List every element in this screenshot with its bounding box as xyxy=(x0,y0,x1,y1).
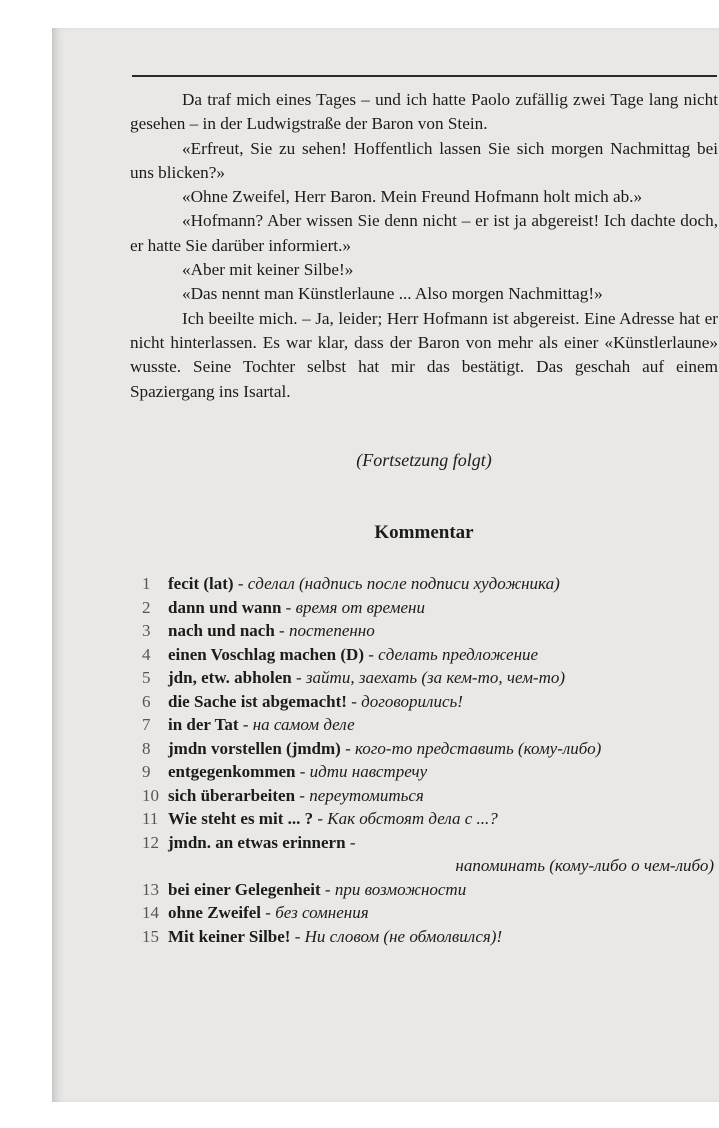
term: die Sache ist abgemacht! xyxy=(168,691,347,711)
glossary-item xyxy=(142,643,719,667)
item-number: 10 xyxy=(142,785,159,805)
item-number: 1 xyxy=(142,574,151,593)
separator: - xyxy=(340,738,355,758)
separator: - xyxy=(345,832,356,852)
translation: переутомиться xyxy=(309,785,424,805)
glossary-item xyxy=(142,901,719,925)
commentary-heading: Kommentar xyxy=(374,522,474,543)
translation: при возможности xyxy=(334,879,467,899)
paragraph: «Erfreut, Sie zu sehen! Hoffentlich lassen Sie sich morgen Nachmittag bei uns blicken?» xyxy=(130,138,718,182)
glossary-item xyxy=(142,619,719,643)
glossary-item xyxy=(142,596,719,620)
glossary-item xyxy=(142,807,719,831)
glossary-item xyxy=(142,572,719,596)
glossary-item xyxy=(142,737,719,761)
glossary-item xyxy=(142,690,719,714)
term: entgegenkommen xyxy=(168,762,296,781)
book-page xyxy=(52,28,719,1102)
separator: - xyxy=(320,879,335,899)
continued-note: (Fortsetzung folgt) xyxy=(356,450,492,470)
translation: без сомнения xyxy=(275,903,369,922)
glossary-item xyxy=(142,760,719,784)
translation: Как обстоят дела с ...? xyxy=(327,809,498,828)
translation: постепенно xyxy=(288,621,375,640)
term: bei einer Gelegenheit xyxy=(168,879,321,899)
translation: на самом деле xyxy=(252,715,355,734)
item-number: 9 xyxy=(142,762,151,781)
item-number: 14 xyxy=(142,903,159,922)
paragraph: «Hofmann? Aber wissen Sie denn nicht – er ist ja abgereist! Ich dachte doch, er hatte Sie darüber informiert.» xyxy=(130,211,718,255)
glossary-list xyxy=(142,572,719,948)
translation: кого-то представить (кому-либо) xyxy=(354,738,602,758)
term: nach und nach xyxy=(168,621,275,640)
translation: договорились! xyxy=(361,691,463,711)
term: dann und wann xyxy=(168,597,282,617)
item-number: 2 xyxy=(142,597,151,617)
term: einen Voschlag machen (D) xyxy=(168,644,364,664)
top-rule xyxy=(132,75,717,77)
glossary-item xyxy=(142,666,719,690)
separator: - xyxy=(261,903,276,922)
term: fecit (lat) xyxy=(168,574,234,593)
term: jmdn vorstellen (jmdm) xyxy=(168,738,341,758)
item-number: 12 xyxy=(142,832,159,852)
item-number: 11 xyxy=(142,809,159,828)
translation: идти навстречу xyxy=(309,762,428,781)
separator: - xyxy=(346,691,362,711)
story-text xyxy=(130,88,718,404)
translation: сделать предложение xyxy=(378,644,539,664)
separator: - xyxy=(274,621,289,640)
separator: - xyxy=(363,644,379,664)
term: jdn, etw. abholen xyxy=(168,668,292,687)
item-number: 3 xyxy=(142,621,151,640)
separator: - xyxy=(313,809,328,828)
translation: Ни словом (не обмолвился)! xyxy=(304,926,503,946)
term: Wie steht es mit ... ? xyxy=(168,809,314,828)
item-number: 7 xyxy=(142,715,151,734)
glossary-item xyxy=(142,713,719,737)
term: in der Tat xyxy=(168,715,239,734)
separator: - xyxy=(295,762,310,781)
term: ohne Zweifel xyxy=(168,903,262,922)
term: sich überarbeiten xyxy=(168,785,296,805)
separator: - xyxy=(238,715,253,734)
glossary-item xyxy=(142,784,719,808)
paragraph: «Aber mit keiner Silbe!» xyxy=(182,260,354,280)
item-number: 13 xyxy=(142,879,159,899)
separator: - xyxy=(281,597,296,617)
item-number: 6 xyxy=(142,691,151,711)
term: Mit keiner Silbe! xyxy=(168,926,291,946)
paragraph: Da traf mich eines Tages – und ich hatte Paolo zufällig zwei Tage lang nicht gesehen – in der Ludwigstraße der Baron von Stein. xyxy=(130,90,718,134)
separator: - xyxy=(290,926,305,946)
translation-continuation: напоминать (кому-либо о чем-либо) xyxy=(455,856,714,875)
paragraph: «Das nennt man Künstlerlaune ... Also morgen Nachmittag!» xyxy=(182,284,603,304)
separator: - xyxy=(291,668,306,687)
item-number: 8 xyxy=(142,738,151,758)
item-number: 5 xyxy=(142,668,151,687)
translation: зайти, заехать (за кем-то, чем-то) xyxy=(305,668,566,687)
term: jmdn. an etwas erinnern xyxy=(168,832,346,852)
item-number: 4 xyxy=(142,644,151,664)
separator: - xyxy=(295,785,310,805)
glossary-item xyxy=(142,925,719,949)
glossary-item xyxy=(142,831,719,855)
separator: - xyxy=(233,574,248,593)
paragraph: «Ohne Zweifel, Herr Baron. Mein Freund Hofmann holt mich ab.» xyxy=(182,187,643,207)
translation: время от времени xyxy=(295,597,425,617)
translation: сделал (надпись после подписи художника) xyxy=(247,574,560,593)
glossary-item xyxy=(142,878,719,902)
paragraph: Ich beeilte mich. – Ja, leider; Herr Hofmann ist abgereist. Eine Adresse hat er nicht hinterlassen. Es war klar, dass der Baron von mehr als einer «Künstlerlaune» wusste. Seine Tochter selbst hat mir das bestätigt. Das geschah auf einem Spaziergang ins Isartal. xyxy=(130,308,718,401)
item-number: 15 xyxy=(142,926,159,946)
